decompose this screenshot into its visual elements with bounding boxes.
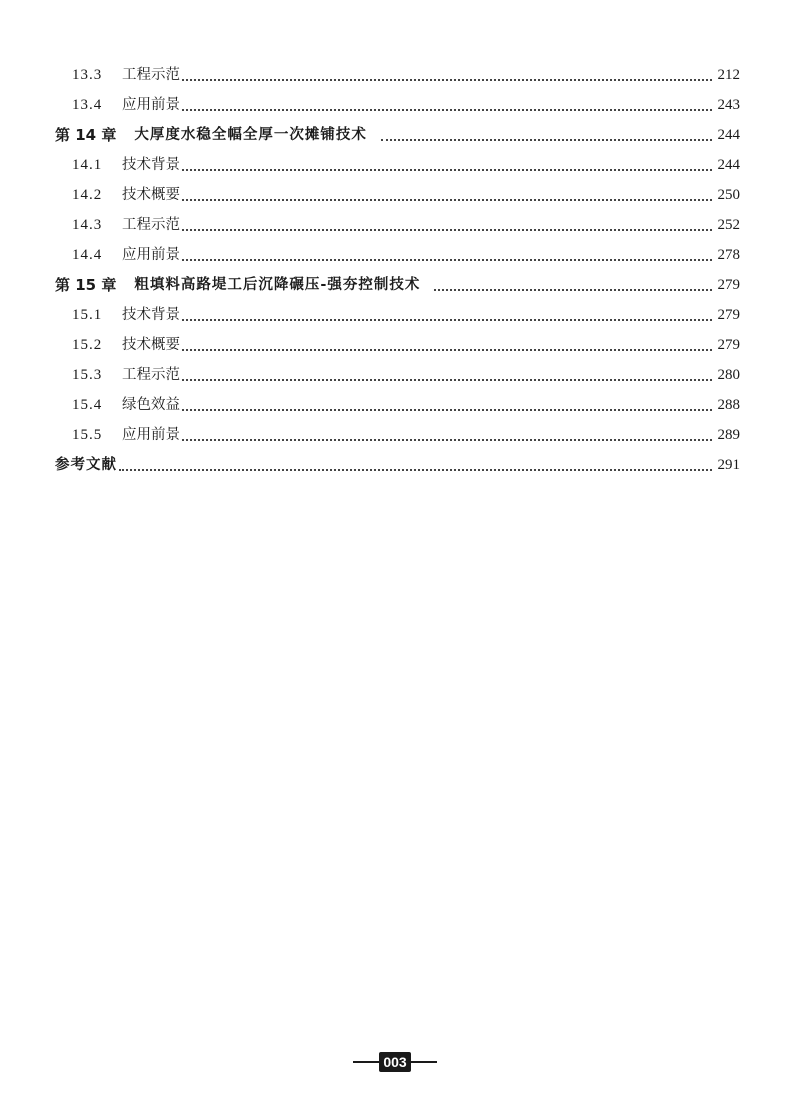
toc-entry-title: 技术概要 bbox=[122, 337, 180, 353]
toc-entry-page: 212 bbox=[717, 67, 740, 83]
dot-leader bbox=[381, 138, 712, 141]
toc-entry-title: 应用前景 bbox=[122, 247, 180, 263]
toc-entry-title: 工程示范 bbox=[122, 367, 180, 383]
toc-references-title: 参考文献 bbox=[55, 457, 117, 473]
toc-entry-15-3[interactable] bbox=[0, 360, 790, 390]
footer-rule-left bbox=[353, 1061, 379, 1063]
toc-entry-14-2[interactable] bbox=[0, 180, 790, 210]
toc-entry-page: 244 bbox=[717, 157, 740, 173]
toc-entry-15-1[interactable] bbox=[0, 300, 790, 330]
toc-entry-number: 15.5 bbox=[72, 427, 103, 443]
toc-entry-14-1[interactable] bbox=[0, 150, 790, 180]
toc-entry-number: 15.2 bbox=[72, 337, 103, 353]
dot-leader bbox=[434, 288, 711, 291]
footer-rule-right bbox=[411, 1061, 437, 1063]
toc-entry-14-3[interactable] bbox=[0, 210, 790, 240]
toc-entry-page: 252 bbox=[717, 217, 740, 233]
toc-entry-page: 291 bbox=[717, 457, 740, 473]
toc-entry-title: 工程示范 bbox=[122, 67, 180, 83]
toc-entry-13-3[interactable] bbox=[0, 60, 790, 90]
toc-entry-page: 279 bbox=[717, 277, 740, 293]
toc-entry-title: 技术背景 bbox=[122, 157, 180, 173]
toc-entry-number: 14.3 bbox=[72, 217, 103, 233]
toc-chapter-title: 粗填料高路堤工后沉降碾压-强夯控制技术 bbox=[134, 277, 421, 293]
dot-leader bbox=[182, 438, 712, 441]
toc-entry-number: 15.1 bbox=[72, 307, 103, 323]
dot-leader bbox=[182, 108, 712, 111]
toc-entry-15-2[interactable] bbox=[0, 330, 790, 360]
toc-chapter-title: 大厚度水稳全幅全厚一次摊铺技术 bbox=[134, 127, 367, 143]
toc-entry-title: 应用前景 bbox=[122, 97, 180, 113]
toc-chapter-15[interactable] bbox=[0, 270, 790, 300]
dot-leader bbox=[182, 258, 712, 261]
dot-leader bbox=[182, 168, 712, 171]
dot-leader bbox=[182, 408, 712, 411]
page-footer bbox=[0, 1050, 790, 1074]
toc-entry-title: 工程示范 bbox=[122, 217, 180, 233]
toc-entry-title: 应用前景 bbox=[122, 427, 180, 443]
toc-entry-title: 技术背景 bbox=[122, 307, 180, 323]
toc-entry-page: 278 bbox=[717, 247, 740, 263]
dot-leader bbox=[182, 318, 712, 321]
toc-entry-number: 13.3 bbox=[72, 67, 103, 83]
toc-entry-page: 250 bbox=[717, 187, 740, 203]
toc-entry-number: 15.4 bbox=[72, 397, 103, 413]
toc-entry-title: 绿色效益 bbox=[122, 397, 180, 413]
toc-chapter-number: 第 15 章 bbox=[55, 276, 117, 294]
toc-entry-page: 289 bbox=[717, 427, 740, 443]
toc-entry-14-4[interactable] bbox=[0, 240, 790, 270]
toc-entry-title: 技术概要 bbox=[122, 187, 180, 203]
dot-leader bbox=[182, 378, 712, 381]
dot-leader bbox=[182, 78, 712, 81]
toc-chapter-14[interactable] bbox=[0, 120, 790, 150]
dot-leader bbox=[182, 198, 712, 201]
toc-entry-13-4[interactable] bbox=[0, 90, 790, 120]
dot-leader bbox=[182, 228, 712, 231]
toc-entry-page: 280 bbox=[717, 367, 740, 383]
toc-references[interactable] bbox=[0, 450, 790, 480]
toc-entry-page: 279 bbox=[717, 307, 740, 323]
toc-entry-15-4[interactable] bbox=[0, 390, 790, 420]
dot-leader bbox=[119, 468, 712, 471]
toc-entry-number: 14.1 bbox=[72, 157, 103, 173]
toc-entry-page: 288 bbox=[717, 397, 740, 413]
toc-chapter-number: 第 14 章 bbox=[55, 126, 117, 144]
toc-entry-page: 243 bbox=[717, 97, 740, 113]
toc-entry-number: 14.4 bbox=[72, 247, 103, 263]
dot-leader bbox=[182, 348, 712, 351]
toc-entry-number: 13.4 bbox=[72, 97, 103, 113]
table-of-contents bbox=[0, 60, 790, 480]
toc-entry-number: 15.3 bbox=[72, 367, 103, 383]
toc-entry-page: 279 bbox=[717, 337, 740, 353]
toc-entry-number: 14.2 bbox=[72, 187, 103, 203]
toc-entry-page: 244 bbox=[717, 127, 740, 143]
toc-entry-15-5[interactable] bbox=[0, 420, 790, 450]
page-number: 003 bbox=[379, 1052, 410, 1072]
